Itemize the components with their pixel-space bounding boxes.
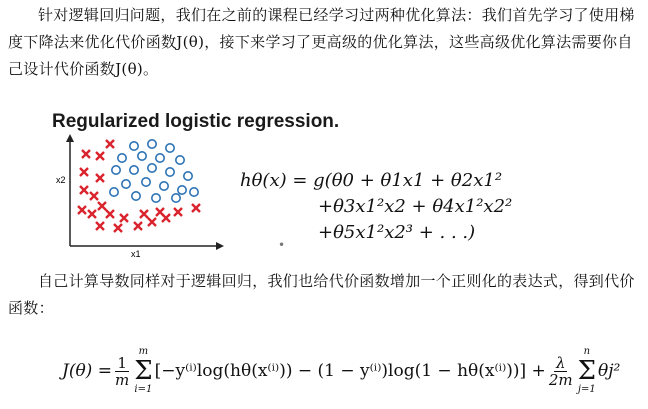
sum-over-i: m Σ i=1 <box>134 346 153 395</box>
cross-mark <box>106 140 114 148</box>
cross-mark <box>98 202 106 210</box>
cross-mark <box>114 224 122 232</box>
margin-dot: • <box>278 238 286 252</box>
sum2-lower: j=1 <box>577 384 596 395</box>
sum1-upper: m <box>138 346 149 357</box>
cross-mark <box>80 186 88 194</box>
circle-mark <box>176 156 184 164</box>
cross-mark <box>82 150 90 158</box>
figure-title: Regularized logistic regression. <box>52 111 340 132</box>
frac1-denominator: m <box>114 370 130 389</box>
cross-mark <box>120 214 128 222</box>
hypothesis-line-1: hθ(x) = g(θ0 + θ1x1 + θ2x1² <box>240 170 503 191</box>
circle-mark <box>142 178 150 186</box>
frac2-denominator: 2m <box>548 370 573 389</box>
hypothesis-line-2: +θ3x1²x2 + θ4x1²x2² <box>318 196 513 217</box>
cross-mark <box>90 192 98 200</box>
circle-mark <box>110 188 118 196</box>
cross-mark <box>140 210 148 218</box>
regularization-paragraph: 自己计算导数同样对于逻辑回归，我们也给代价函数增加一个正则化的表达式，得到代价函数： <box>8 272 635 317</box>
intro-paragraph: 针对逻辑回归问题，我们在之前的课程已经学习过两种优化算法：我们首先学习了使用梯度下降法来优化代价函数J(θ)，接下来学习了更高级的优化算法，这些高级优化算法需要你自己设计代价函数J(θ)。 <box>8 6 635 78</box>
circle-mark <box>148 140 156 148</box>
circle-mark <box>166 168 174 176</box>
cross-mark <box>96 174 104 182</box>
frac2-numerator: λ <box>555 353 566 372</box>
sum-over-j: n Σ j=1 <box>577 346 596 395</box>
cross-mark <box>96 222 104 230</box>
circle-mark <box>138 152 146 160</box>
circle-mark <box>130 142 138 150</box>
cross-mark <box>134 222 142 230</box>
cross-mark <box>192 204 200 212</box>
cross-mark <box>88 210 96 218</box>
circle-mark <box>148 164 156 172</box>
formula-body: [−y⁽ⁱ⁾log(hθ(x⁽ⁱ⁾)) − (1 − y⁽ⁱ⁾)log(1 − hθ(x⁽ⁱ⁾))] + <box>154 361 546 381</box>
circle-mark <box>160 182 168 190</box>
formula-lhs: J(θ) = <box>62 361 112 381</box>
frac1-numerator: 1 <box>117 353 127 372</box>
x-axis-arrow <box>216 242 224 250</box>
cost-function-formula <box>62 346 620 396</box>
fraction-1-over-m <box>115 355 129 388</box>
cross-mark <box>148 218 156 226</box>
scatter-plot <box>48 134 228 258</box>
circle-mark <box>166 144 174 152</box>
cross-mark <box>80 168 88 176</box>
circle-mark <box>132 192 140 200</box>
circle-mark <box>112 166 120 174</box>
circle-mark <box>122 180 130 188</box>
circle-mark <box>118 154 126 162</box>
circle-mark <box>178 186 186 194</box>
circle-mark <box>184 172 192 180</box>
cross-mark <box>106 210 114 218</box>
circle-mark <box>190 188 198 196</box>
cross-mark <box>96 152 104 160</box>
circle-mark <box>130 166 138 174</box>
hypothesis-line-3: +θ5x1²x2³ + . . .) <box>318 222 476 243</box>
y-axis-label: x2 <box>56 175 66 185</box>
cross-mark <box>162 214 170 222</box>
sum1-lower: i=1 <box>134 384 153 395</box>
cross-mark <box>78 206 86 214</box>
sum2-upper: n <box>583 346 591 357</box>
formula-tail: θj² <box>597 361 621 381</box>
x-axis-label: x1 <box>131 249 141 258</box>
y-axis-arrow <box>66 134 74 142</box>
circle-mark <box>152 194 160 202</box>
circle-mark <box>172 194 180 202</box>
fraction-lambda-over-2m <box>549 355 573 388</box>
cross-mark <box>174 208 182 216</box>
circle-mark <box>156 154 164 162</box>
